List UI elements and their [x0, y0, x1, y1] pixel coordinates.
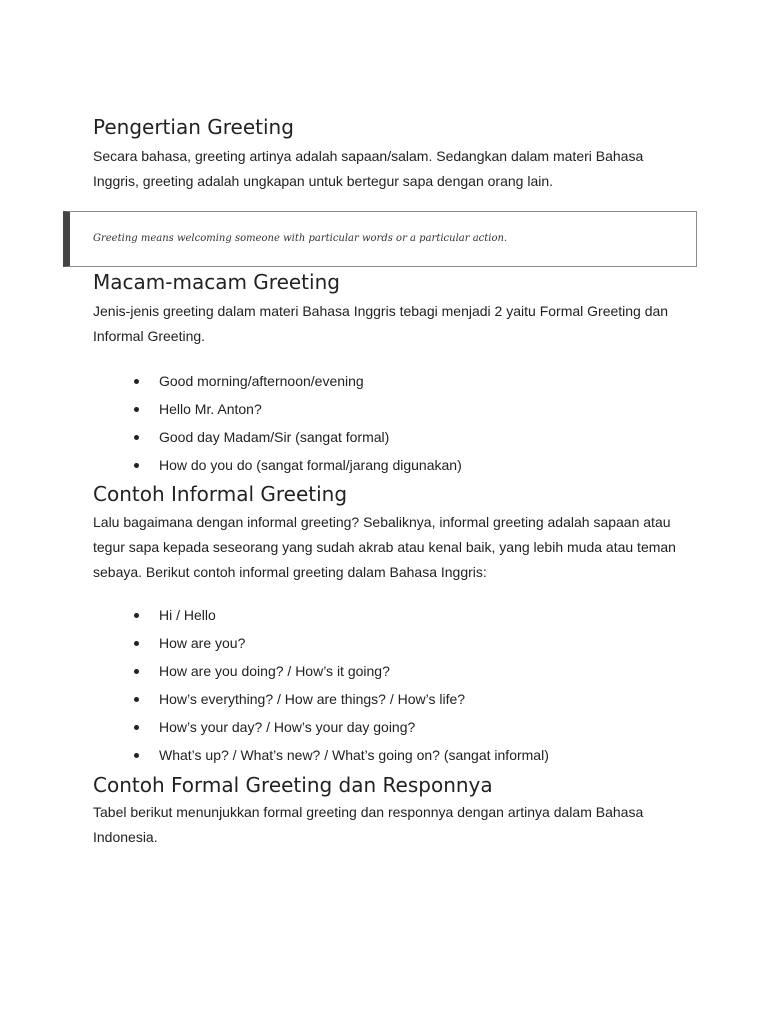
list-item: [93, 367, 462, 395]
heading-contoh-informal-greeting: Contoh Informal Greeting: [93, 482, 348, 506]
bullet-icon: [134, 379, 139, 384]
list-item: [93, 685, 549, 713]
list-item: [93, 395, 462, 423]
paragraph-macam-macam: Jenis-jenis greeting dalam materi Bahasa Inggris tebagi menjadi 2 yaitu Formal Greeting dan Informal Greeting.: [93, 303, 669, 344]
bullet-icon: [134, 725, 139, 730]
formal-greeting-list: [93, 367, 462, 479]
bullet-icon: [134, 463, 139, 468]
list-item: [93, 423, 462, 451]
list-item-text: Good morning/afternoon/evening: [159, 373, 364, 389]
list-item-text: Hi / Hello: [159, 607, 216, 623]
list-item: [93, 657, 549, 685]
bullet-icon: [134, 613, 139, 618]
list-item: [93, 629, 549, 657]
list-item-text: How are you?: [159, 635, 246, 651]
list-item-text: Good day Madam/Sir (sangat formal): [159, 429, 390, 445]
informal-greeting-list: [93, 601, 549, 769]
list-item: [93, 451, 462, 479]
list-item-text: What’s up? / What’s new? / What’s going on? (sangat informal): [159, 747, 549, 763]
heading-contoh-formal-greeting: Contoh Formal Greeting dan Responnya: [93, 773, 493, 797]
bullet-icon: [134, 753, 139, 758]
list-item-text: How’s your day? / How’s your day going?: [159, 719, 416, 735]
heading-macam-macam-greeting: Macam-macam Greeting: [93, 270, 340, 294]
paragraph-informal: Lalu bagaimana dengan informal greeting? Sebaliknya, informal greeting adalah sapaan atau tegur sapa kepada seseorang yang sudah akrab atau kenal baik, yang lebih muda atau teman sebaya. Berikut contoh informal greeting dalam Bahasa Inggris:: [93, 514, 676, 580]
bullet-icon: [134, 407, 139, 412]
blockquote: [63, 211, 697, 267]
list-item-text: How are you doing? / How’s it going?: [159, 663, 390, 679]
heading-pengertian-greeting: Pengertian Greeting: [93, 115, 294, 139]
list-item-text: Hello Mr. Anton?: [159, 401, 262, 417]
blockquote-text: Greeting means welcoming someone with particular words or a particular action.: [93, 233, 508, 244]
bullet-icon: [134, 435, 139, 440]
paragraph-formal: Tabel berikut menunjukkan formal greeting dan responnya dengan artinya dalam Bahasa Indonesia.: [93, 804, 644, 845]
list-item-text: How do you do (sangat formal/jarang digunakan): [159, 457, 462, 473]
list-item: [93, 601, 549, 629]
list-item-text: How’s everything? / How are things? / How’s life?: [159, 691, 466, 707]
bullet-icon: [134, 697, 139, 702]
bullet-icon: [134, 641, 139, 646]
list-item: [93, 741, 549, 769]
bullet-icon: [134, 669, 139, 674]
list-item: [93, 713, 549, 741]
paragraph-pengertian: Secara bahasa, greeting artinya adalah sapaan/salam. Sedangkan dalam materi Bahasa Inggris, greeting adalah ungkapan untuk bertegur sapa dengan orang lain.: [93, 148, 644, 189]
